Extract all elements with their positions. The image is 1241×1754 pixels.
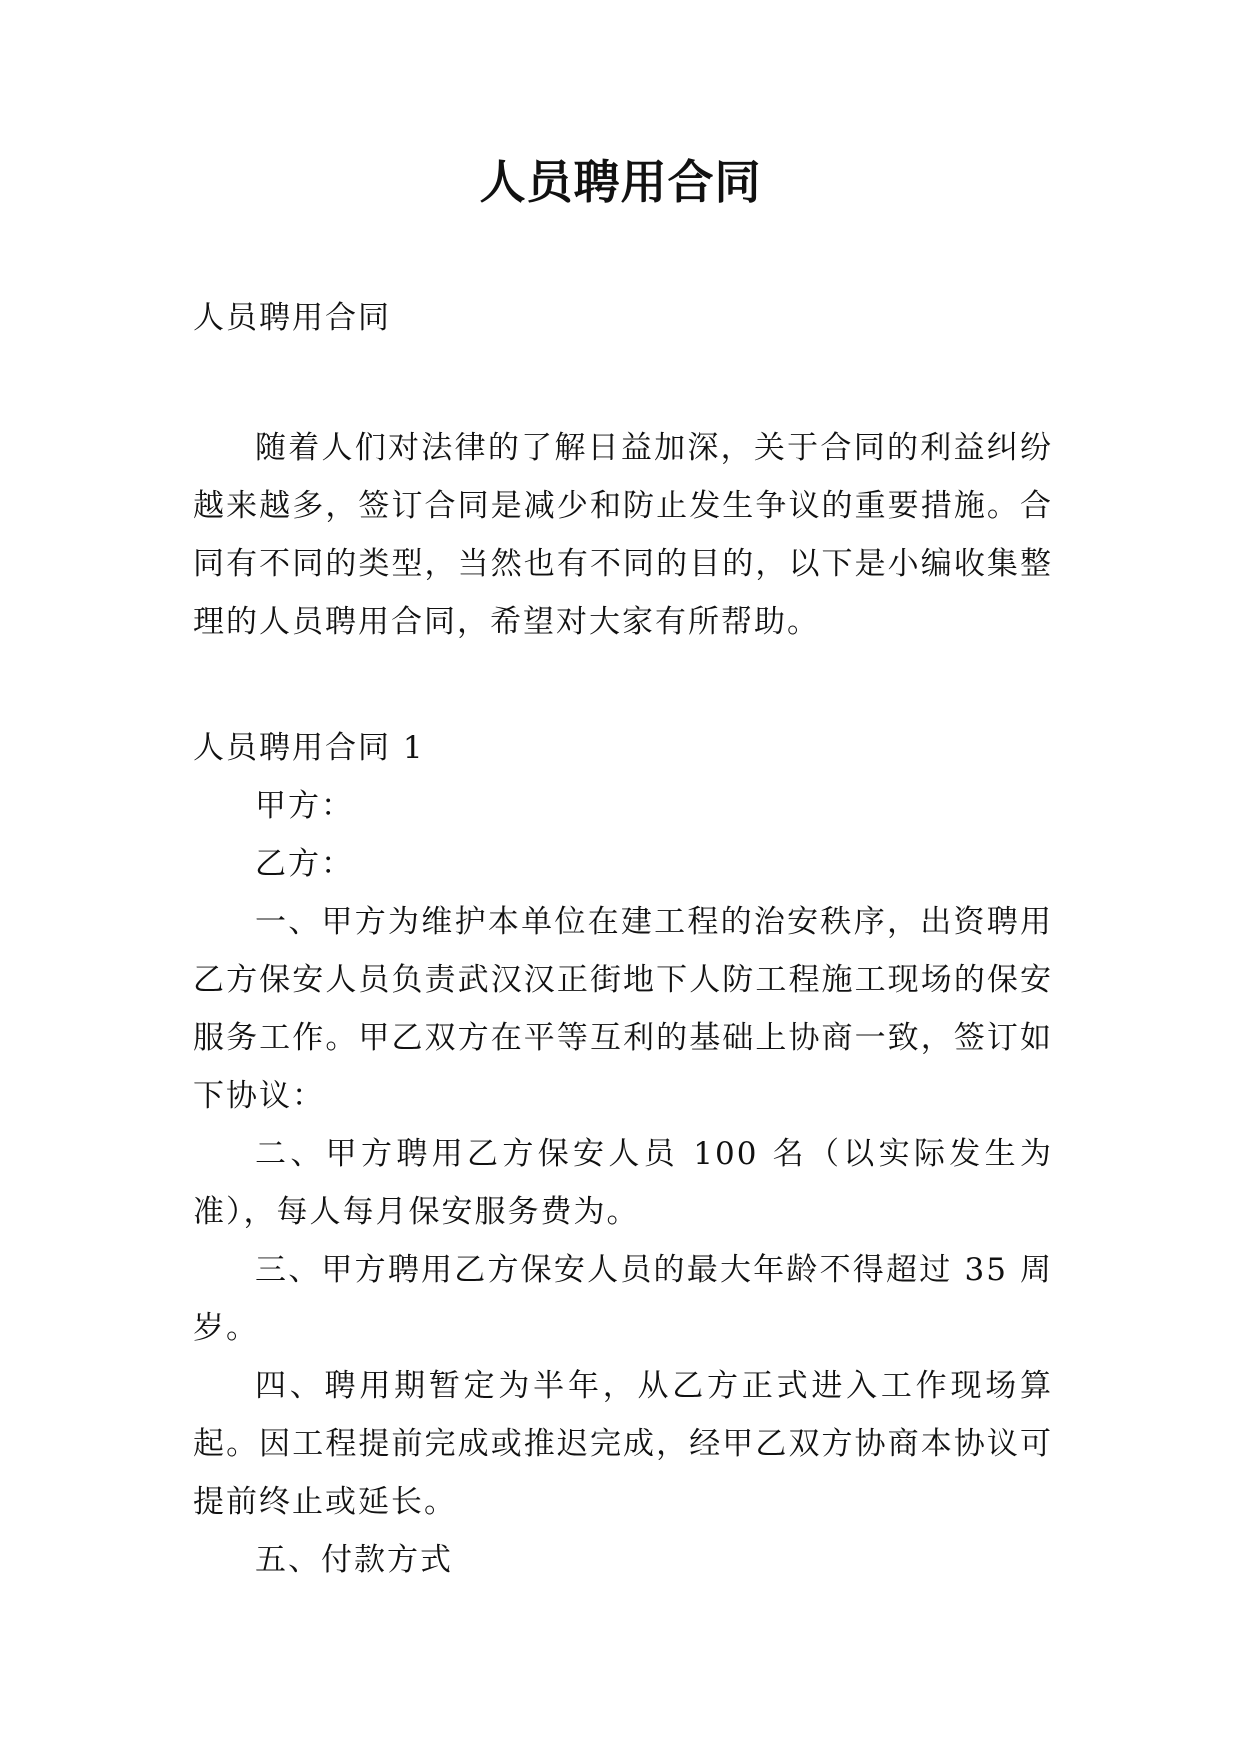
intro-paragraph: 随着人们对法律的了解日益加深，关于合同的利益纠纷越来越多，签订合同是减少和防止发生争议的重要措施。合同有不同的类型，当然也有不同的目的，以下是小编收集整理的人员聘用合同，希望对大家有所帮助。 bbox=[193, 430, 1053, 640]
party-a-line: 甲方： bbox=[255, 788, 354, 824]
party-b-line: 乙方： bbox=[255, 846, 354, 882]
clause-3: 三、甲方聘用乙方保安人员的最大年龄不得超过 35 周岁。 bbox=[193, 1252, 1053, 1346]
document-title: 人员聘用合同 bbox=[479, 155, 762, 209]
document-body bbox=[193, 289, 1053, 1589]
clause-5: 五、付款方式 bbox=[255, 1542, 453, 1578]
clause-4: 四、聘用期暂定为半年，从乙方正式进入工作现场算起。因工程提前完成或推迟完成，经甲乙双方协商本协议可提前终止或延长。 bbox=[193, 1368, 1053, 1520]
section-heading: 人员聘用合同 1 bbox=[193, 730, 425, 766]
clause-1: 一、甲方为维护本单位在建工程的治安秩序，出资聘用乙方保安人员负责武汉汉正街地下人防工程施工现场的保安服务工作。甲乙双方在平等互利的基础上协商一致，签订如下协议： bbox=[193, 904, 1053, 1114]
clause-2: 二、甲方聘用乙方保安人员 100 名（以实际发生为准），每人每月保安服务费为。 bbox=[193, 1136, 1053, 1230]
document-subtitle: 人员聘用合同 bbox=[193, 300, 391, 336]
